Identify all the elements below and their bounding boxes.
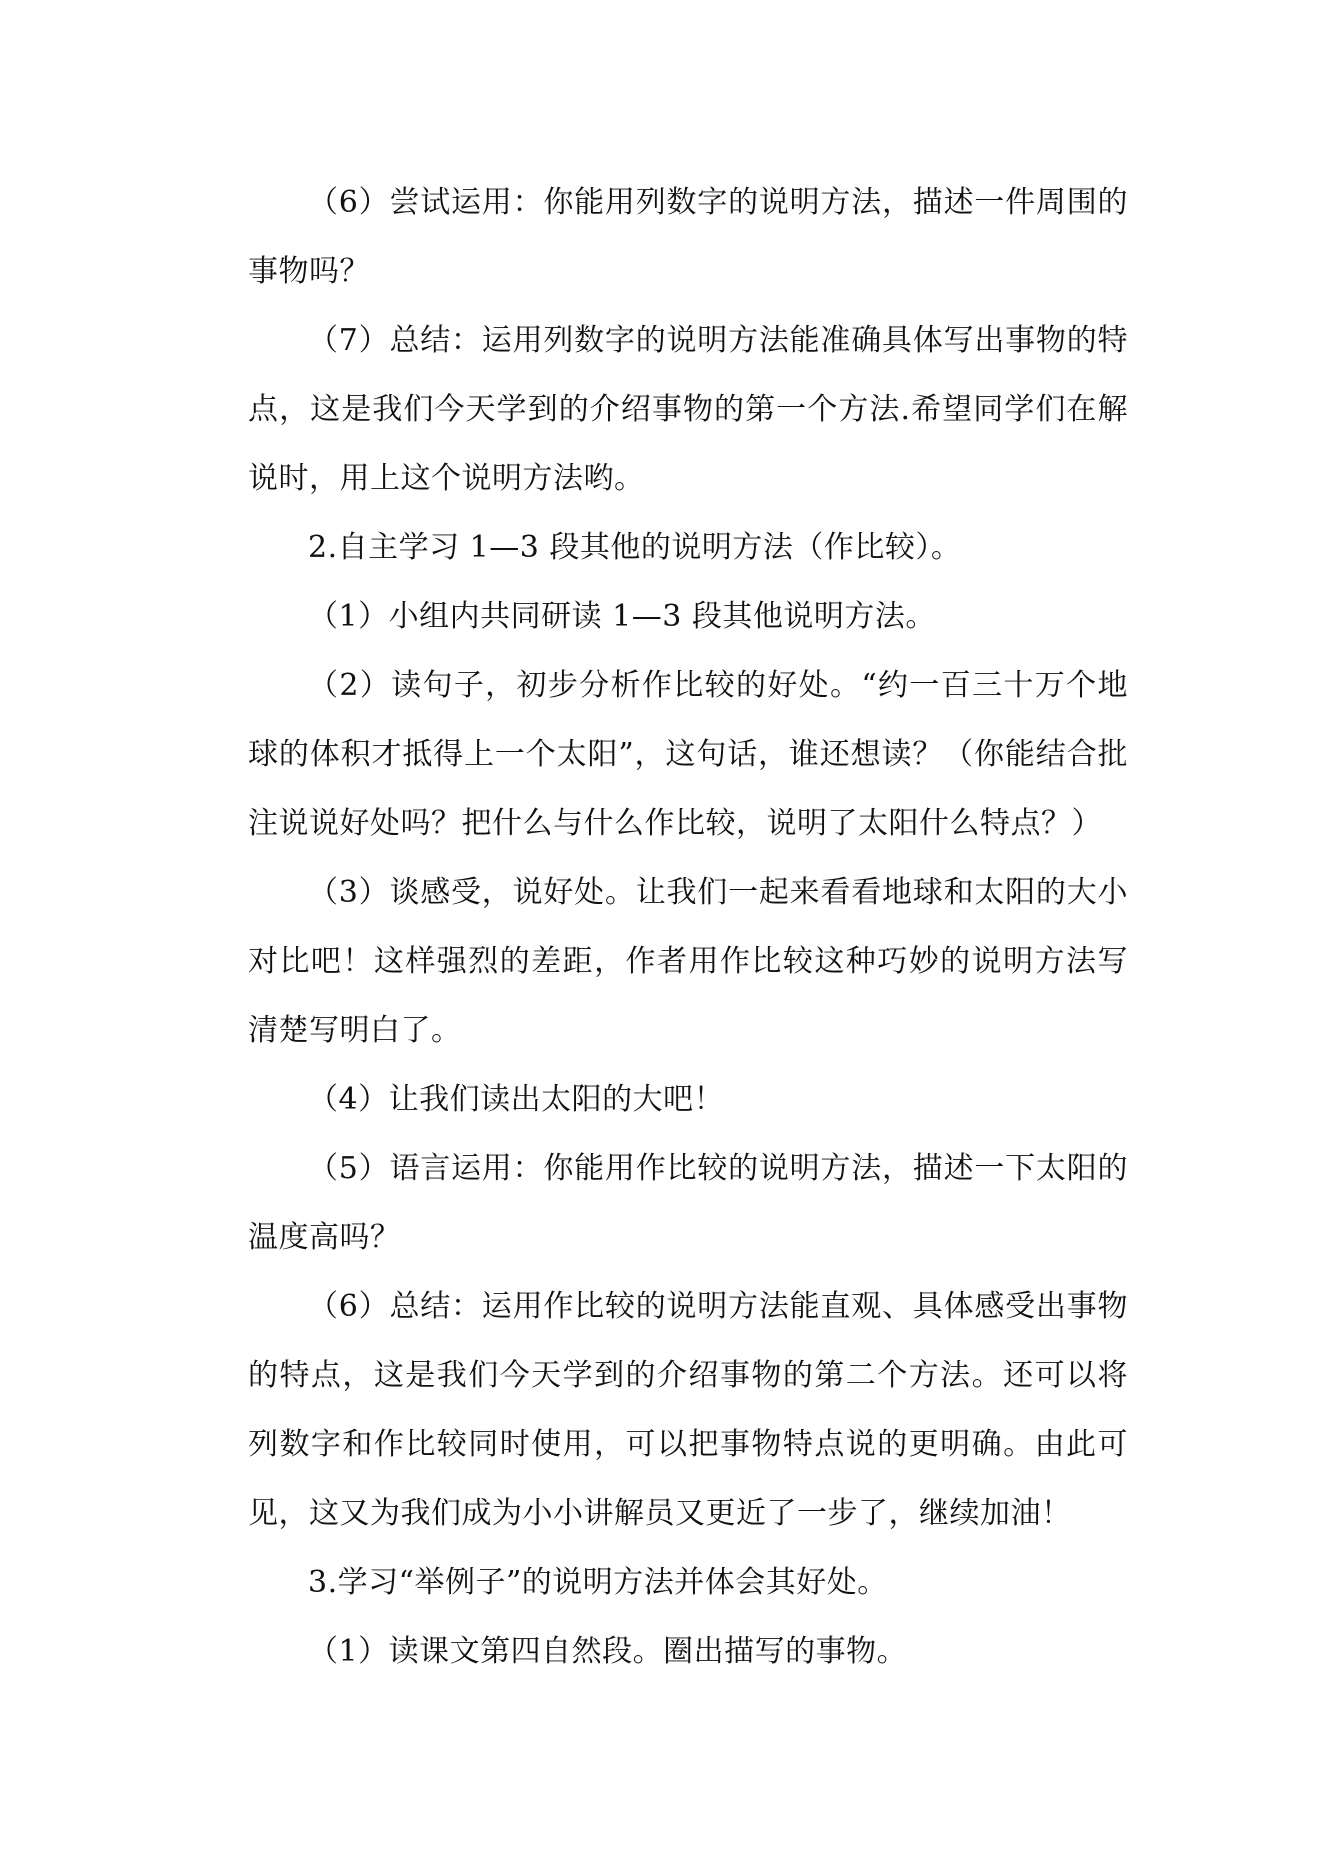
paragraph-step-2-1-group-study: （1）小组内共同研读 1—3 段其他说明方法。 xyxy=(308,599,936,634)
paragraph-step-3-1-read-text: （1）读课文第四自然段。圈出描写的事物。 xyxy=(308,1634,908,1669)
paragraph-section-2-heading: 2.自主学习 1—3 段其他的说明方法（作比较）。 xyxy=(308,530,962,565)
paragraph-step-2-4-read-aloud: （4）让我们读出太阳的大吧！ xyxy=(308,1082,725,1117)
paragraph-step-2-3-feelings: （3）谈感受，说好处。让我们一起来看看地球和太阳的大小对比吧！这样强烈的差距，作者用作比较这种巧妙的说明方法写清楚写明白了。 xyxy=(248,875,1128,1048)
paragraph-step-2-5-language-use: （5）语言运用：你能用作比较的说明方法，描述一下太阳的温度高吗？ xyxy=(248,1151,1128,1255)
paragraph-step-2-2-read-sentence: （2）读句子，初步分析作比较的好处。“约一百三十万个地球的体积才抵得上一个太阳”，这句话，谁还想读？（你能结合批注说说好处吗？把什么与什么作比较，说明了太阳什么特点？） xyxy=(248,668,1128,841)
paragraph-step-1-7-summary: （7）总结：运用列数字的说明方法能准确具体写出事物的特点，这是我们今天学到的介绍事物的第一个方法.希望同学们在解说时，用上这个说明方法哟。 xyxy=(248,323,1128,496)
paragraph-section-3-heading: 3.学习“举例子”的说明方法并体会其好处。 xyxy=(308,1565,888,1600)
document-body xyxy=(248,168,1128,1686)
paragraph-step-2-6-summary: （6）总结：运用作比较的说明方法能直观、具体感受出事物的特点，这是我们今天学到的介绍事物的第二个方法。还可以将列数字和作比较同时使用，可以把事物特点说的更明确。由此可见，这又为我们成为小小讲解员又更近了一步了，继续加油！ xyxy=(248,1289,1128,1531)
paragraph-step-1-6-try-apply: （6）尝试运用：你能用列数字的说明方法，描述一件周围的事物吗？ xyxy=(248,185,1128,289)
